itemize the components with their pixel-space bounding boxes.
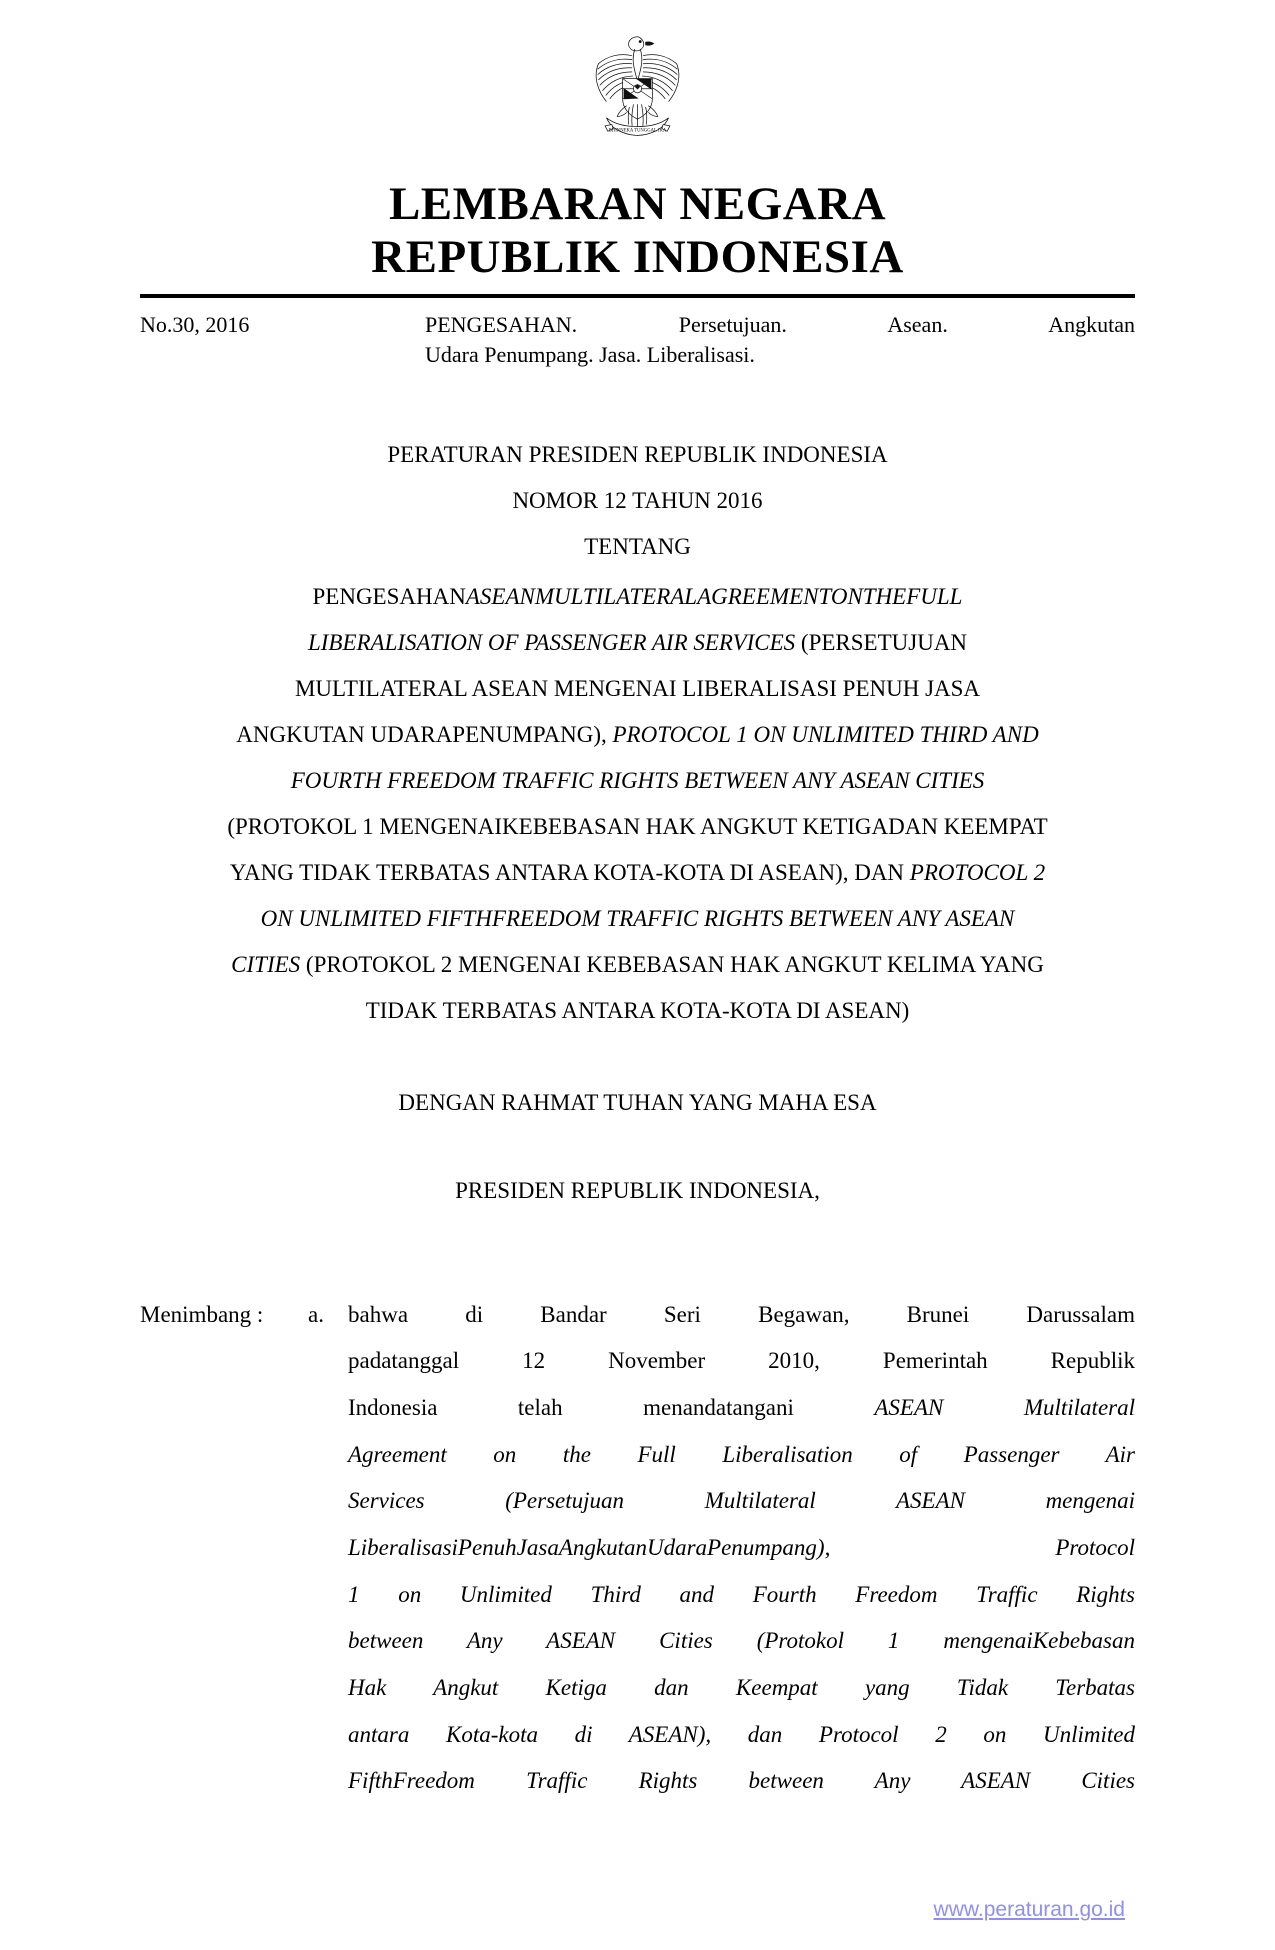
considerations-line xyxy=(348,1572,1135,1619)
considerations-line xyxy=(348,1385,1135,1432)
title-run-italic: LIBERALISATION OF PASSENGER AIR SERVICES xyxy=(307,629,796,655)
long-title-line xyxy=(140,850,1135,896)
regulation-heading xyxy=(140,432,1135,570)
considerations-line xyxy=(348,1292,1135,1339)
considerations-line xyxy=(348,1338,1135,1385)
title-run-italic: ON UNLIMITED FIFTHFREEDOM TRAFFIC RIGHTS BETWEEN ANY ASEAN xyxy=(260,905,1015,931)
title-run-upright: MULTILATERAL ASEAN MENGENAI LIBERALISASI PENUH JASA xyxy=(294,675,981,701)
body-run-italic: Hak Angkut Ketiga dan Keempat yang Tidak Terbatas xyxy=(348,1675,1135,1701)
svg-text:BHINNEKA TUNGGAL IKA: BHINNEKA TUNGGAL IKA xyxy=(608,128,667,134)
header-meta-row xyxy=(140,310,1135,369)
signatory-line: PRESIDEN REPUBLIK INDONESIA, xyxy=(455,1177,820,1203)
garuda-pancasila-emblem xyxy=(570,26,705,161)
title-run-italic: PROTOCOL 2 xyxy=(909,859,1046,885)
masthead-line-2: REPUBLIK INDONESIA xyxy=(371,231,904,284)
regulation-institution: PERATURAN PRESIDEN REPUBLIK INDONESIA xyxy=(387,441,888,467)
title-run-upright: (PROTOKOL 2 MENGENAI KEBEBASAN HAK ANGKUT KELIMA YANG xyxy=(300,951,1044,977)
emblem-container xyxy=(140,0,1135,176)
regulation-subtitle-block xyxy=(140,1080,1135,1214)
regulation-long-title xyxy=(140,574,1135,1034)
title-run-upright: (PERSETUJUAN xyxy=(795,629,968,655)
considerations-item-marker: a. xyxy=(308,1301,324,1327)
long-title-line xyxy=(140,804,1135,850)
regulation-number: NOMOR 12 TAHUN 2016 xyxy=(512,487,763,513)
title-run-italic: PROTOCOL 1 ON UNLIMITED THIRD AND xyxy=(612,721,1039,747)
considerations-line xyxy=(348,1478,1135,1525)
blessing-line: DENGAN RAHMAT TUHAN YANG MAHA ESA xyxy=(398,1089,877,1115)
subject-keywords-line-2: Udara Penumpang. Jasa. Liberalisasi. xyxy=(425,341,755,367)
long-title-line xyxy=(140,574,1135,620)
body-run-upright: bahwa di Bandar Seri Begawan, Brunei Darussalam xyxy=(348,1301,1135,1327)
gazette-number: No.30, 2016 xyxy=(140,312,250,338)
body-run-italic: Services (Persetujuan Multilateral ASEAN mengenai xyxy=(348,1488,1135,1514)
regulation-tentang-label: TENTANG xyxy=(584,533,691,559)
long-title-line xyxy=(140,758,1135,804)
title-run-italic: FOURTH FREEDOM TRAFFIC RIGHTS BETWEEN ANY ASEAN CITIES xyxy=(290,767,985,793)
body-run-italic: 1 on Unlimited Third and Fourth Freedom Traffic Rights xyxy=(348,1581,1135,1607)
masthead-title xyxy=(140,178,1135,284)
considerations-block xyxy=(140,1292,1135,1806)
source-url-link[interactable]: www.peraturan.go.id xyxy=(933,1898,1125,1921)
long-title-line xyxy=(140,712,1135,758)
long-title-line xyxy=(140,666,1135,712)
body-run-italic: antara Kota-kota di ASEAN), dan Protocol 2 on Unlimited xyxy=(348,1721,1135,1747)
considerations-line xyxy=(348,1712,1135,1759)
masthead-line-1: LEMBARAN NEGARA xyxy=(388,178,887,230)
subtitle-spacer xyxy=(140,1126,1135,1168)
title-run-upright: PENGESAHAN xyxy=(312,583,466,609)
body-run-upright: Indonesia telah menandatangani xyxy=(348,1394,875,1420)
long-title-line xyxy=(140,942,1135,988)
footer xyxy=(934,1898,1125,1922)
considerations-line xyxy=(348,1618,1135,1665)
masthead-divider xyxy=(140,294,1135,298)
considerations-line xyxy=(348,1432,1135,1479)
title-run-upright: (PROTOKOL 1 MENGENAIKEBEBASAN HAK ANGKUT KETIGADAN KEEMPAT xyxy=(227,813,1048,839)
title-run-upright: TIDAK TERBATAS ANTARA KOTA-KOTA DI ASEAN) xyxy=(365,997,910,1023)
title-run-italic: CITIES xyxy=(231,951,301,977)
body-run-italic: FifthFreedom Traffic Rights between Any ASEAN Cities xyxy=(348,1768,1135,1794)
long-title-line xyxy=(140,896,1135,942)
body-run-italic: LiberalisasiPenuhJasaAngkutanUdaraPenumpang), Protocol xyxy=(348,1535,1135,1561)
title-run-italic: ASEANMULTILATERALAGREEMENTONTHEFULL xyxy=(465,583,963,609)
considerations-label: Menimbang : xyxy=(140,1301,264,1327)
body-run-italic: ASEAN Multilateral xyxy=(874,1394,1135,1420)
considerations-line xyxy=(348,1758,1135,1805)
subject-keywords-line-1: PENGESAHAN. Persetujuan. Asean. Angkutan xyxy=(425,312,1135,338)
body-run-upright: padatanggal 12 November 2010, Pemerintah Republik xyxy=(348,1348,1135,1374)
title-run-upright: ANGKUTAN UDARAPENUMPANG), xyxy=(236,721,613,747)
considerations-text xyxy=(348,1292,1135,1806)
considerations-line xyxy=(348,1665,1135,1712)
considerations-line xyxy=(348,1525,1135,1572)
long-title-line xyxy=(140,988,1135,1034)
title-run-upright: YANG TIDAK TERBATAS ANTARA KOTA-KOTA DI ASEAN), DAN xyxy=(229,859,910,885)
subject-keywords xyxy=(425,310,1135,369)
body-run-italic: between Any ASEAN Cities (Protokol 1 mengenaiKebebasan xyxy=(348,1628,1135,1654)
long-title-line xyxy=(140,620,1135,666)
body-run-italic: Agreement on the Full Liberalisation of Passenger Air xyxy=(348,1441,1135,1467)
